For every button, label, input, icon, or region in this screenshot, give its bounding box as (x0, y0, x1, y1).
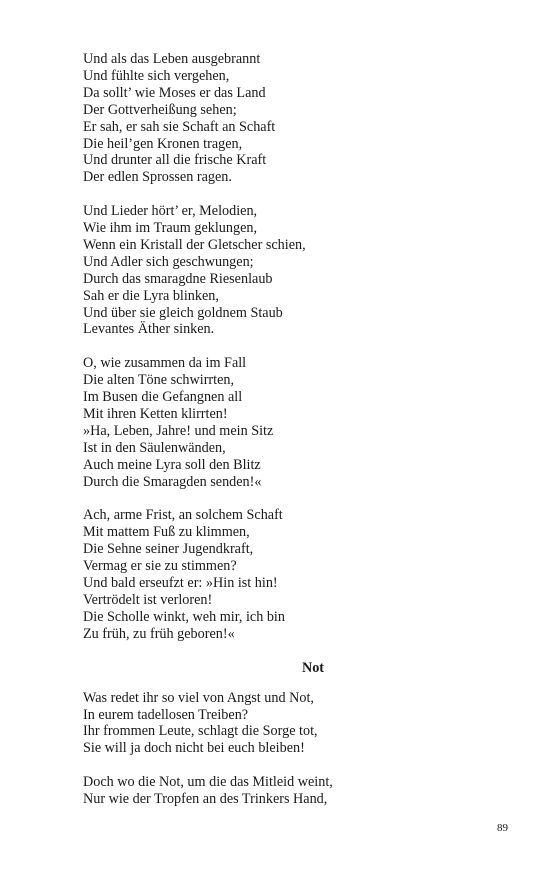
poem2-stanza-1 (83, 690, 523, 758)
poem1-stanza-1 (83, 51, 523, 186)
verse-line: Nur wie der Tropfen an des Trinkers Hand, (83, 791, 328, 808)
verse-line: Die Scholle winkt, weh mir, ich bin (83, 608, 285, 625)
verse-line: Vertrödelt ist verloren! (83, 591, 213, 608)
verse-line: Und Lieder hört’ er, Melodien, (83, 203, 258, 220)
verse-line: Und fühlte sich vergehen, (83, 67, 230, 84)
page-number: 89 (497, 822, 508, 834)
verse-line: Mit ihren Ketten klirrten! (83, 406, 228, 422)
poem1-stanza-2 (83, 203, 523, 338)
verse-line: Der Gottverheißung sehen; (83, 101, 237, 118)
verse-line: Und Adler sich geschwungen; (83, 253, 254, 270)
verse-line: Der edlen Sprossen ragen. (83, 169, 232, 186)
poem1-stanza-4 (83, 507, 523, 642)
verse-line: Levantes Äther sinken. (83, 321, 215, 338)
poem1-stanza-3 (83, 355, 523, 490)
verse-line: Da sollt’ wie Moses er das Land (83, 84, 266, 101)
verse-line: Und als das Leben ausgebrannt (83, 51, 261, 67)
verse-line: Und drunter all die frische Kraft (83, 152, 267, 169)
verse-line: Im Busen die Gefangnen all (83, 389, 243, 406)
poem2-stanza-2 (83, 774, 523, 808)
verse-line: Die heil’gen Kronen tragen, (83, 135, 243, 152)
verse-line: Durch das smaragdne Riesenlaub (83, 270, 273, 287)
verse-line: Mit mattem Fuß zu klimmen, (83, 524, 250, 541)
verse-line: Sah er die Lyra blinken, (83, 287, 219, 304)
verse-line: Vermag er sie zu stimmen? (83, 558, 237, 575)
verse-line: O, wie zusammen da im Fall (83, 355, 247, 372)
poem-title: Not (301, 659, 325, 676)
verse-line: Die alten Töne schwirrten, (83, 372, 235, 389)
verse-line: Ist in den Säulenwänden, (83, 439, 226, 456)
text-block (83, 51, 523, 825)
verse-line: Sie will ja doch nicht bei euch bleiben! (83, 740, 305, 757)
verse-line: Wenn ein Kristall der Gletscher schien, (83, 236, 306, 253)
verse-line: Und bald erseufzt er: »Hin ist hin! (83, 575, 278, 592)
verse-line: Auch meine Lyra soll den Blitz (83, 456, 261, 473)
verse-line: Er sah, er sah sie Schaft an Schaft (83, 118, 276, 135)
verse-line: Zu früh, zu früh geboren!« (83, 625, 235, 642)
verse-line: »Ha, Leben, Jahre! und mein Sitz (83, 422, 274, 439)
verse-line: Die Sehne seiner Jugendkraft, (83, 541, 254, 558)
verse-line: In eurem tadellosen Treiben? (83, 706, 249, 723)
verse-line: Und über sie gleich goldnem Staub (83, 304, 283, 321)
verse-line: Ihr frommen Leute, schlagt die Sorge tot, (83, 723, 318, 740)
verse-line: Wie ihm im Traum geklungen, (83, 220, 258, 237)
verse-line: Durch die Smaragden senden!« (83, 473, 262, 490)
verse-line: Doch wo die Not, um die das Mitleid weint, (83, 774, 333, 791)
verse-line: Was redet ihr so viel von Angst und Not, (83, 689, 314, 706)
verse-line: Ach, arme Frist, an solchem Schaft (83, 507, 283, 524)
